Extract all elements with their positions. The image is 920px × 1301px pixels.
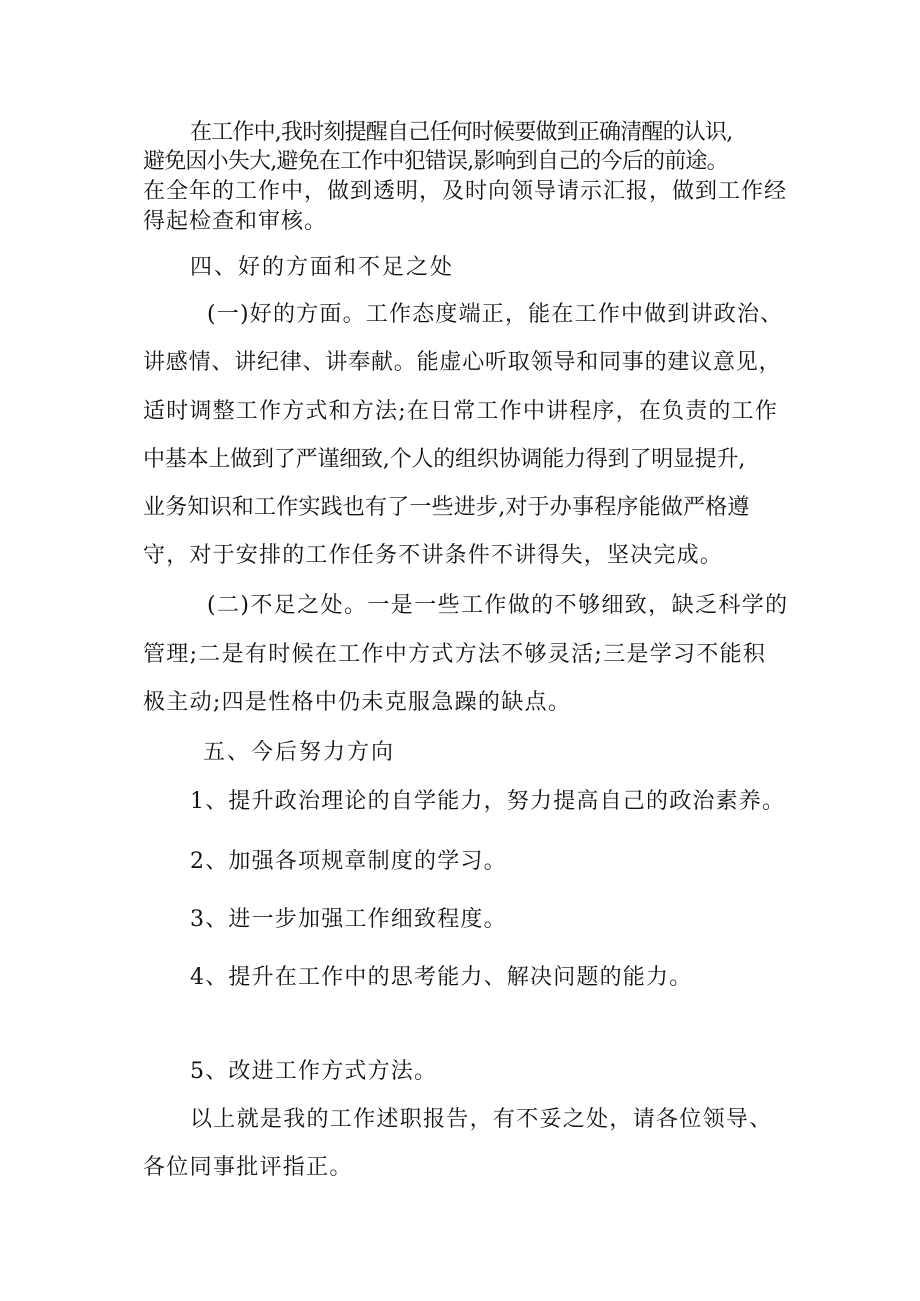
paragraph-1-line-2: 避免因小失大,避免在工作中犯错误,影响到自己的今后的前途。 [143,149,728,174]
good-aspects-line-3: 适时调整工作方式和方法;在日常工作中讲程序，在负责的工作 [143,399,779,424]
good-aspects-line-6: 守，对于安排的工作任务不讲条件不讲得失，坚决完成。 [143,543,724,568]
direction-item-4: 4、提升在工作中的思考能力、解决问题的能力。 [190,965,693,990]
closing-line-2: 各位同事批评指正。 [143,1155,353,1180]
good-aspects-line-1: (一)好的方面。工作态度端正，能在工作中做到讲政治、 [207,302,784,327]
paragraph-1-line-3: 在全年的工作中，做到透明，及时向领导请示汇报，做到工作经 [143,179,788,204]
closing-line-1: 以上就是我的工作述职报告，有不妥之处，请各位领导、 [190,1107,773,1132]
direction-item-3: 3、进一步加强工作细致程度。 [190,907,507,932]
good-aspects-line-5: 业务知识和工作实践也有了一些进步,对于办事程序能做严格遵 [143,495,750,520]
shortcomings-line-3: 极主动;四是性格中仍未克服急躁的缺点。 [143,690,572,715]
paragraph-1-line-4: 得起检查和审核。 [143,209,328,234]
good-aspects-line-2: 讲感情、讲纪律、讲奉献。能虚心听取领导和同事的建议意见， [143,350,782,375]
section-5-heading: 五、今后努力方向 [203,740,396,765]
shortcomings-line-1: (二)不足之处。一是一些工作做的不够细致，缺乏科学的 [207,593,789,618]
shortcomings-line-2: 管理;二是有时候在工作中方式方法不够灵活;三是学习不能积 [143,642,767,667]
direction-item-5: 5、改进工作方式方法。 [190,1059,438,1084]
paragraph-1-line-1: 在工作中,我时刻提醒自己任何时候要做到正确清醒的认识, [190,120,733,145]
section-4-heading: 四、好的方面和不足之处 [190,255,455,280]
good-aspects-line-4: 中基本上做到了严谨细致,个人的组织协调能力得到了明显提升, [143,447,746,472]
direction-item-2: 2、加强各项规章制度的学习。 [190,849,507,874]
direction-item-1: 1、提升政治理论的自学能力，努力提高自己的政治素养。 [190,789,786,814]
